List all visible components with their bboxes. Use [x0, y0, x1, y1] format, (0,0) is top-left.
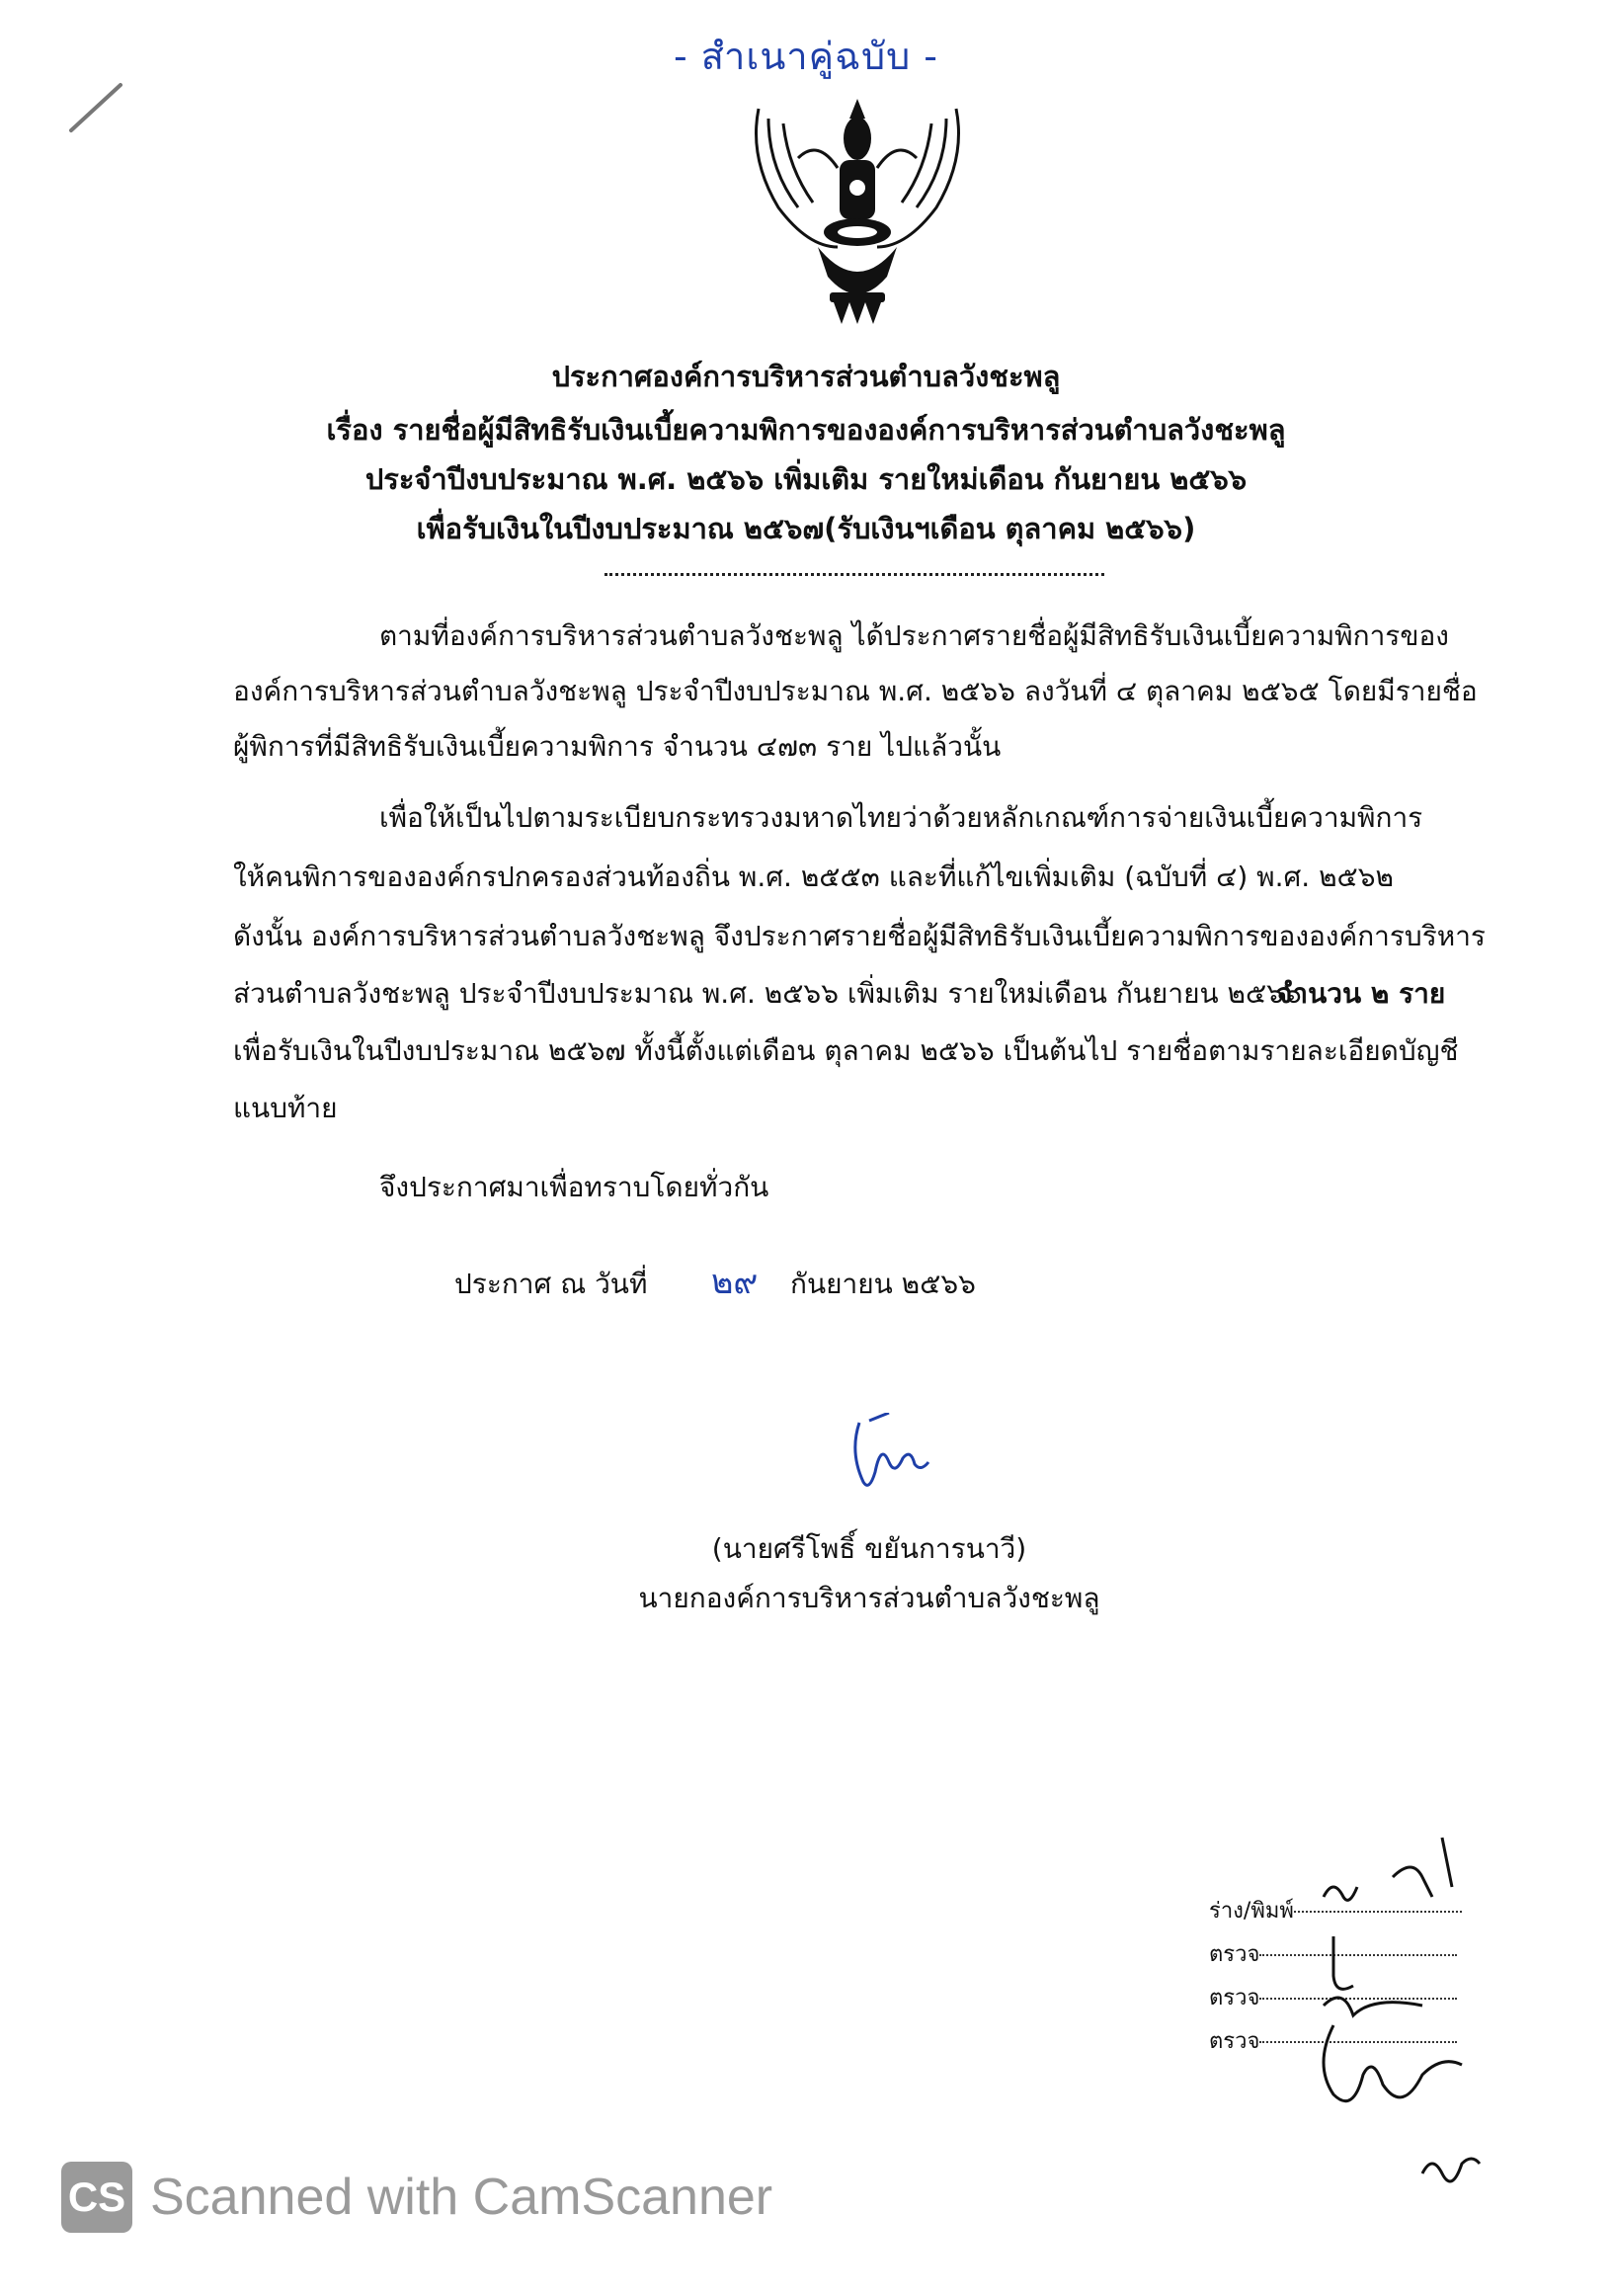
paragraph-2-line-5: เพื่อรับเงินในปีงบประมาณ ๒๕๖๗ ทั้งนี้ตั้งแต่เดือน ตุลาคม ๒๕๖๖ เป็นต้นไป รายชื่อตามรายละเอียดบัญชี — [233, 1034, 1459, 1067]
paragraph-1-line-3: ผู้พิการที่มีสิทธิรับเงินเบี้ยความพิการ จำนวน ๔๗๓ ราย ไปแล้วนั้น — [233, 730, 1002, 763]
garuda-emblem-icon — [739, 99, 976, 326]
signature-scribble — [830, 1413, 948, 1502]
signer-name: (นายศรีโพธิ์ ขยันการนาวี) — [711, 1532, 1027, 1565]
paragraph-1-line-1: ตามที่องค์การบริหารส่วนตำบลวังชะพลู ได้ประกาศรายชื่อผู้มีสิทธิรับเงินเบี้ยความพิการของ — [379, 619, 1449, 652]
recipient-count: จำนวน ๒ ราย — [1276, 977, 1446, 1010]
announce-date-prefix: ประกาศ ณ วันที่ — [454, 1268, 648, 1300]
paragraph-2-line-3: ดังนั้น องค์การบริหารส่วนตำบลวังชะพลู จึงประกาศรายชื่อผู้มีสิทธิรับเงินเบี้ยความพิการขององค์การบริหาร — [233, 920, 1486, 952]
handwritten-initials — [1304, 1818, 1482, 2213]
paragraph-1-line-2: องค์การบริหารส่วนตำบลวังชะพลู ประจำปีงบประมาณ พ.ศ. ๒๕๖๖ ลงวันที่ ๔ ตุลาคม ๒๕๖๕ โดยมีรายชื่อ — [233, 675, 1478, 707]
announce-date-suffix: กันยายน ๒๕๖๖ — [790, 1268, 976, 1300]
paragraph-2-line-1: เพื่อให้เป็นไปตามระเบียบกระทรวงมหาดไทยว่าด้วยหลักเกณฑ์การจ่ายเงินเบี้ยความพิการ — [379, 801, 1423, 834]
watermark-text: Scanned with CamScanner — [150, 2169, 773, 2226]
subject-line: เรื่อง รายชื่อผู้มีสิทธิรับเงินเบี้ยความพิการขององค์การบริหารส่วนตำบลวังชะพลู — [326, 413, 1286, 447]
announcement-title: ประกาศองค์การบริหารส่วนตำบลวังชะพลู — [551, 360, 1061, 393]
check-2-text: ตรวจ — [1209, 1986, 1260, 2010]
divider — [604, 573, 1104, 576]
paragraph-2-line-6: แนบท้าย — [233, 1092, 338, 1124]
closing-statement: จึงประกาศมาเพื่อทราบโดยทั่วกัน — [379, 1171, 769, 1203]
camscanner-logo-icon: CS — [61, 2162, 132, 2233]
check-1-text: ตรวจ — [1209, 1942, 1260, 1967]
camscanner-watermark — [61, 2162, 772, 2233]
paragraph-2-line-2: ให้คนพิการขององค์กรปกครองส่วนท้องถิ่น พ.ศ. ๒๕๕๓ และที่แก้ไขเพิ่มเติม (ฉบับที่ ๔) พ.ศ. ๒๕๖๒ — [233, 861, 1394, 893]
fiscal-year-line: ประจำปีงบประมาณ พ.ศ. ๒๕๖๖ เพิ่มเติม รายใหม่เดือน กันยายน ๒๕๖๖ — [364, 462, 1248, 496]
payment-year-line: เพื่อรับเงินในปีงบประมาณ ๒๕๖๗(รับเงินฯเดือน ตุลาคม ๒๕๖๖) — [416, 512, 1196, 545]
pen-mark — [65, 79, 124, 138]
draft-label-text: ร่าง/พิมพ์ — [1209, 1899, 1294, 1924]
check-3-text: ตรวจ — [1209, 2029, 1260, 2054]
announce-day-handwritten: ๒๙ — [711, 1263, 759, 1302]
paragraph-2-line-4: ส่วนตำบลวังชะพลู ประจำปีงบประมาณ พ.ศ. ๒๕๖๖ เพิ่มเติม รายใหม่เดือน กันยายน ๒๕๖๖ — [233, 977, 1302, 1010]
signer-position: นายกองค์การบริหารส่วนตำบลวังชะพลู — [638, 1582, 1100, 1614]
copy-mark: - สำเนาคู่ฉบับ - — [674, 35, 938, 78]
